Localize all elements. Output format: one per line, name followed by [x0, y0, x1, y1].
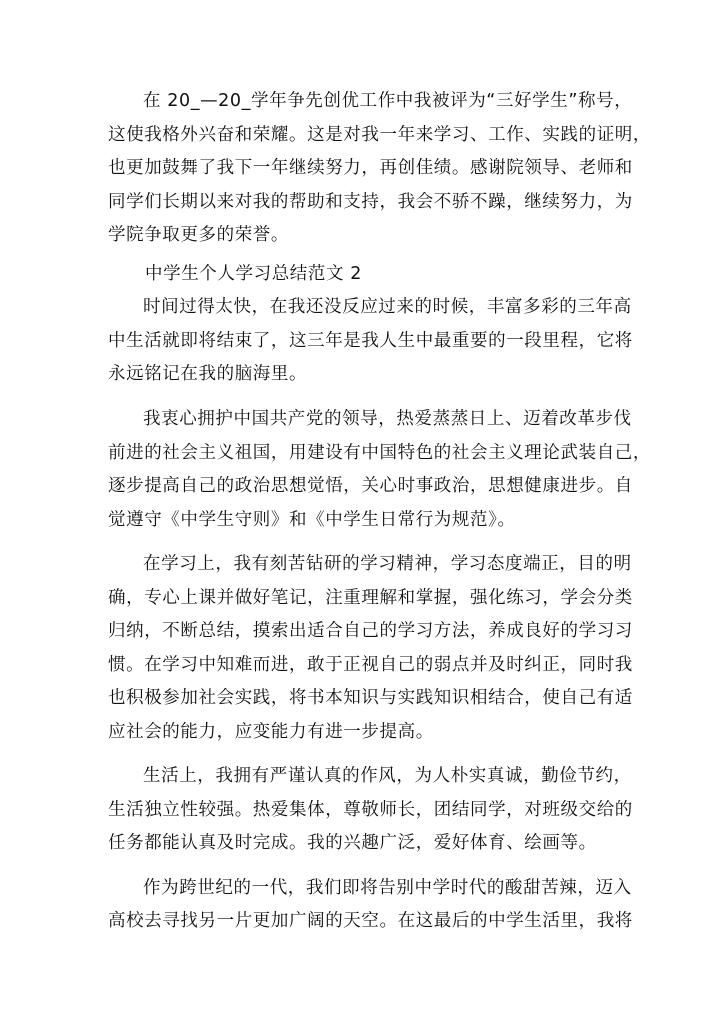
paragraph-2-line-3: 永远铭记在我的脑海里。	[108, 364, 308, 384]
paragraph-1-line-3: 也更加鼓舞了我下一年继续努力，再创佳绩。感谢院领导、老师和	[108, 158, 633, 178]
paragraph-2-line-1: 时间过得太快，在我还没反应过来的时候，丰富多彩的三年高	[143, 297, 632, 317]
paragraph-1-line-2: 这使我格外兴奋和荣耀。这是对我一年来学习、工作、实践的证明，	[108, 125, 651, 145]
paragraph-4-line-6: 应社会的能力，应变能力有进一步提高。	[108, 722, 434, 742]
paragraph-6-line-1: 作为跨世纪的一代，我们即将告别中学时代的酸甜苦辣，迈入	[143, 878, 632, 898]
paragraph-1-line-5: 学院争取更多的荣誉。	[108, 225, 289, 245]
paragraph-1-line-4: 同学们长期以来对我的帮助和支持，我会不骄不躁，继续努力，为	[108, 192, 633, 212]
paragraph-5-line-3: 任务都能认真及时完成。我的兴趣广泛，爱好体育、绘画等。	[108, 833, 597, 853]
paragraph-4-line-1: 在学习上，我有刻苦钻研的学习精神，学习态度端正，目的明	[143, 554, 632, 574]
paragraph-3-line-4: 觉遵守《中学生守则》和《中学生日常行为规范》。	[108, 510, 516, 530]
paragraph-4-line-5: 也积极参加社会实践，将书本知识与实践知识相结合，使自己有适	[108, 688, 633, 708]
section-heading: 中学生个人学习总结范文 2	[145, 264, 362, 284]
paragraph-3-line-3: 逐步提高自己的政治思想觉悟，关心时事政治，思想健康进步。自	[108, 476, 633, 496]
paragraph-1-line-1: 在 20_—20_学年争先创优工作中我被评为“三好学生”称号，	[143, 91, 633, 111]
paragraph-3-line-2: 前进的社会主义祖国，用建设有中国特色的社会主义理论武装自己，	[108, 443, 651, 463]
paragraph-4-line-2: 确，专心上课并做好笔记，注重理解和掌握，强化练习，学会分类	[108, 588, 633, 608]
paragraph-6-line-2: 高校去寻找另一片更加广阔的天空。在这最后的中学生活里，我将	[108, 911, 633, 931]
paragraph-2-line-2: 中生活就即将结束了，这三年是我人生中最重要的一段里程，它将	[108, 331, 633, 351]
paragraph-4-line-4: 惯。在学习中知难而进，敢于正视自己的弱点并及时纠正，同时我	[108, 655, 633, 675]
paragraph-3-line-1: 我衷心拥护中国共产党的领导，热爱蒸蒸日上、迈着改革步伐	[143, 409, 632, 429]
paragraph-5-line-2: 生活独立性较强。热爱集体，尊敬师长，团结同学，对班级交给的	[108, 800, 633, 820]
paragraph-5-line-1: 生活上，我拥有严谨认真的作风，为人朴实真诚，勤俭节约，	[143, 766, 632, 786]
paragraph-4-line-3: 归纳，不断总结，摸索出适合自己的学习方法，养成良好的学习习	[108, 621, 633, 641]
